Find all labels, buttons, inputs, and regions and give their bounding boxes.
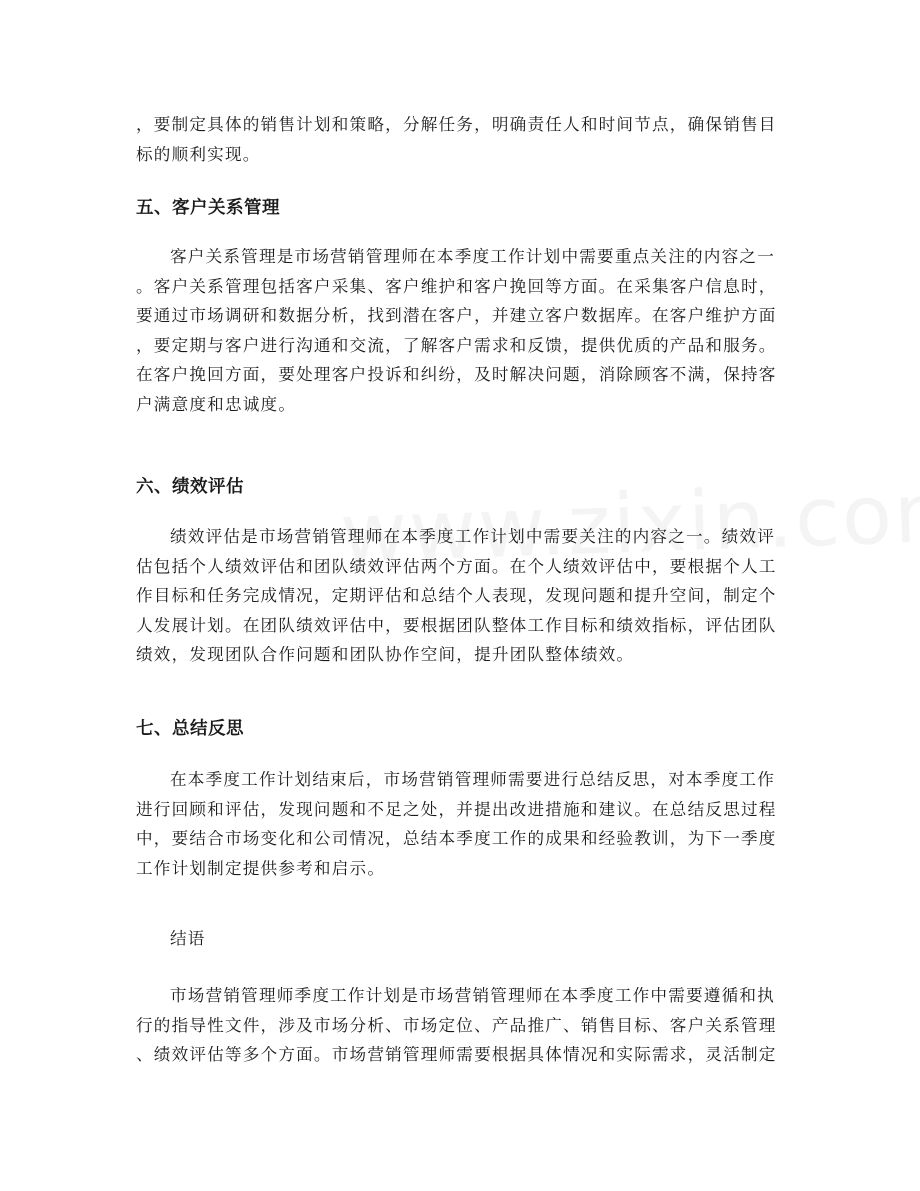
text-line: 在客户挽回方面，要处理客户投诉和纠纷，及时解决问题，消除顾客不满，保持客 [136,365,777,385]
text-line: 要通过市场调研和数据分析，找到潜在客户，并建立客户数据库。在客户维护方面 [136,306,777,326]
section-title: 六、绩效评估 [136,477,244,497]
text-line: 市场营销管理师季度工作计划是市场营销管理师在本季度工作中需要遵循和执 [170,986,775,1005]
text-line: 绩效，发现团队合作问题和团队协作空间，提升团队整体绩效。 [136,645,635,665]
conclusion-paragraph [136,981,786,1070]
text-line: 标的顺利实现。 [136,144,261,164]
text-line: ，要定期与客户进行沟通和交流，了解客户需求和反馈，提供优质的产品和服务。 [136,335,777,355]
section-5-paragraph [136,242,786,420]
conclusion-label: 结语 [170,929,206,948]
section-7-paragraph [136,765,786,883]
text-line: 。客户关系管理包括客户采集、客户维护和客户挽回等方面。在采集客户信息时， [136,276,777,296]
text-line: 中，要结合市场变化和公司情况，总结本季度工作的成果和经验教训，为下一季度 [136,829,777,849]
section-heading-5 [136,194,786,222]
section-heading-7 [136,715,786,743]
text-line: 估包括个人绩效评估和团队绩效评估两个方面。在个人绩效评估中，要根据个人工 [136,556,777,576]
conclusion-label-block [136,924,786,954]
intro-paragraph [136,110,786,169]
section-title: 五、客户关系管理 [136,198,280,218]
text-line: 、绩效评估等多个方面。市场营销管理师需要根据具体情况和实际需求，灵活制定 [136,1045,777,1065]
text-line: 户满意度和忠诚度。 [136,394,297,414]
text-line: ，要制定具体的销售计划和策略，分解任务，明确责任人和时间节点，确保销售目 [136,115,777,134]
text-line: 进行回顾和评估，发现问题和不足之处，并提出改进措施和建议。在总结反思过程 [136,799,777,819]
section-heading-6 [136,473,786,501]
text-line: 在本季度工作计划结束后，市场营销管理师需要进行总结反思，对本季度工作 [170,770,775,789]
text-line: 工作计划制定提供参考和启示。 [136,858,386,878]
text-line: 作目标和任务完成情况，定期评估和总结个人表现，发现问题和提升空间，制定个 [136,586,777,606]
section-title: 七、总结反思 [136,719,244,739]
text-line: 人发展计划。在团队绩效评估中，要根据团队整体工作目标和绩效指标，评估团队 [136,615,777,635]
section-6-paragraph [136,522,786,670]
text-line: 客户关系管理是市场营销管理师在本季度工作计划中需要重点关注的内容之一 [170,247,775,266]
text-line: 行的指导性文件，涉及市场分析、市场定位、产品推广、销售目标、客户关系管理 [136,1015,777,1035]
text-line: 绩效评估是市场营销管理师在本季度工作计划中需要关注的内容之一。绩效评 [170,527,775,546]
